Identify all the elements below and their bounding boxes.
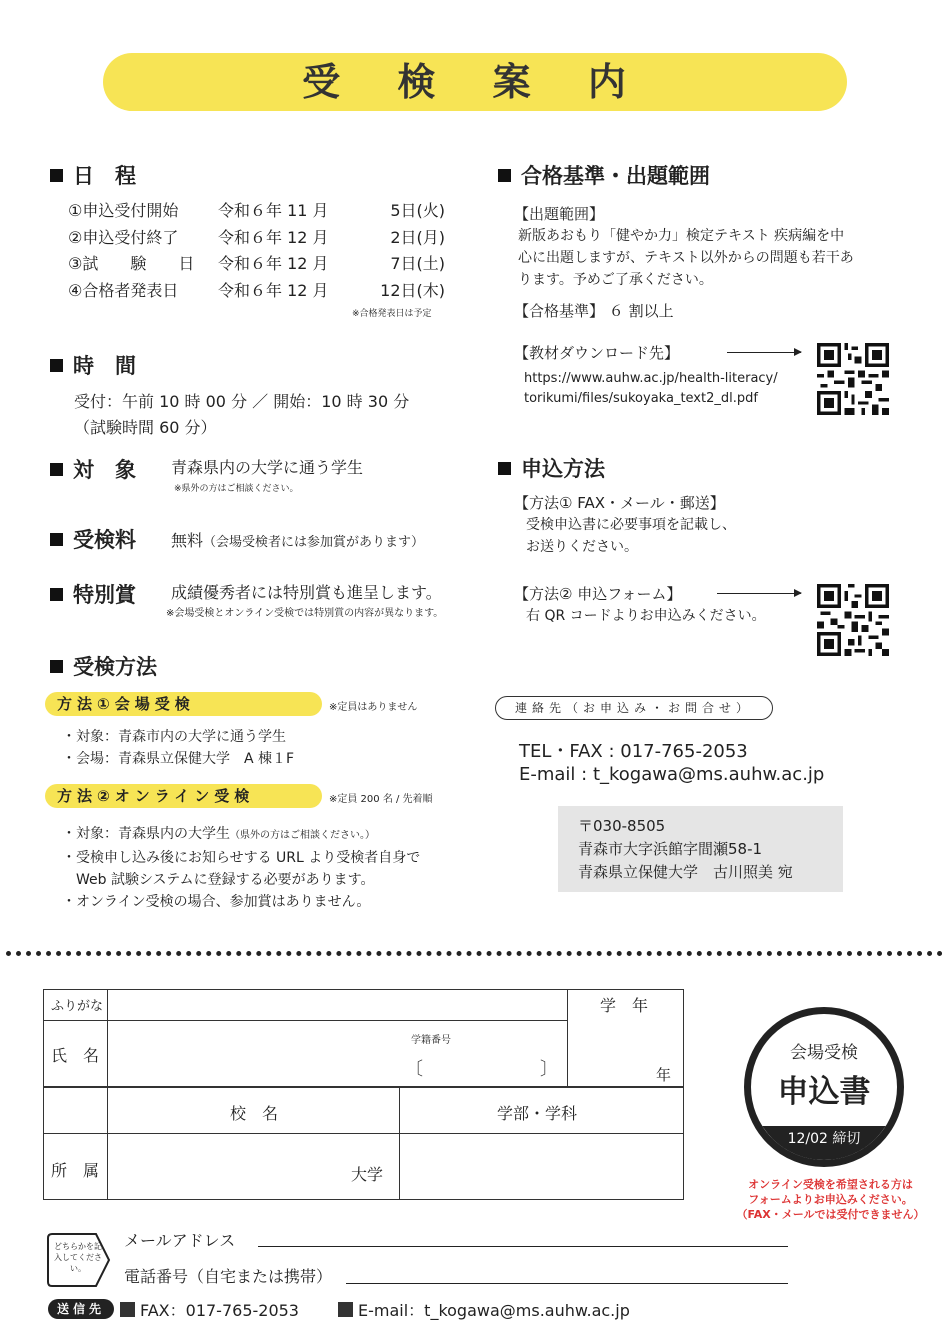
schedule-list (68, 198, 448, 304)
divider (567, 989, 568, 1086)
phone-field[interactable] (346, 1283, 788, 1284)
furigana-label: ふりがな (51, 999, 104, 1014)
square-bullet-icon (50, 359, 63, 372)
square-bullet-icon (50, 169, 63, 182)
divider (43, 1086, 683, 1088)
apply-method2-text: 右 QR コードよりお申込みください。 (526, 608, 766, 624)
divider (43, 1133, 683, 1134)
stamp-deadline: 12/02 締切 (751, 1126, 897, 1160)
divider (107, 989, 108, 1199)
square-bullet-icon (50, 463, 63, 476)
bracket-open: 〔 (405, 1059, 423, 1080)
faculty-field[interactable] (402, 1136, 680, 1196)
apply-method1-text: 受検申込書に必要事項を記載し、 お送りください。 (526, 517, 736, 555)
schedule-row: ③試 験 日 令和６年 12 月 7日(土) (68, 254, 445, 273)
name-label: 氏 名 (51, 1046, 100, 1065)
school-label: 校 名 (230, 1104, 279, 1123)
venue-note: ※定員はありません (329, 702, 418, 713)
online-items (62, 823, 492, 913)
apply-method2-label: 【方法② 申込フォーム】 (514, 585, 682, 603)
phone-label: 電話番号（自宅または携帯） (124, 1267, 333, 1286)
time-heading: 時 間 (50, 350, 136, 380)
page-title: 受 検 案 内 (103, 53, 847, 111)
schedule-heading: 日 程 (50, 160, 136, 190)
send-to-badge: 送信先 (48, 1299, 114, 1319)
online-note: ※定員 200 名 / 先着順 (329, 794, 433, 805)
square-bullet-icon (338, 1302, 353, 1317)
divider (399, 1086, 400, 1199)
faculty-label: 学部・学科 (497, 1104, 578, 1123)
download-url[interactable]: https://www.auhw.ac.jp/health-literacy/ torikumi/files/sukoyaka_text2_dl.pdf (524, 371, 778, 406)
arrow-right-icon (717, 593, 801, 594)
name-field[interactable] (110, 1022, 400, 1084)
award-text: 成績優秀者には特別賞も進呈します。 (171, 583, 442, 602)
contact-pill: 連絡先（お申込み・お問合せ） (495, 696, 773, 720)
square-bullet-icon (50, 588, 63, 601)
venue-items (62, 726, 294, 770)
email-field[interactable] (258, 1246, 788, 1247)
schedule-row: ②申込受付終了 令和６年 12 月 2日(月) (68, 227, 445, 247)
either-note-text: どちらかを記入してください。 (54, 1242, 102, 1273)
divider (43, 1020, 567, 1021)
scope-text: 新版あおもり「健やか力」検定テキスト 疾病編を中 心に出題しますが、テキスト以外からの問題も若干あ ります。予めご了承ください。 (518, 228, 854, 288)
list-item: ・会場：青森県立保健大学 A 棟１F (62, 751, 295, 767)
grade-label: 学 年 (600, 996, 649, 1015)
address-text: 〒030-8505 青森市大字浜館字間瀬58-1 青森県立保健大学 古川照美 宛 (578, 817, 793, 881)
square-bullet-icon (120, 1302, 135, 1317)
university-label: 大学 (351, 1165, 384, 1184)
square-bullet-icon (498, 169, 511, 182)
apply-method1-label: 【方法① FAX・メール・郵送】 (514, 494, 725, 512)
pass-criteria: 【合格基準】 ６ 割以上 (514, 302, 674, 320)
furigana-field[interactable] (110, 991, 565, 1019)
target-note: ※県外の方はご相談ください。 (174, 484, 299, 494)
qr-code-icon[interactable] (817, 343, 889, 415)
download-label: 【教材ダウンロード先】 (514, 344, 680, 362)
student-number-field[interactable] (425, 1052, 537, 1078)
contact-email[interactable]: E-mail : t_kogawa@ms.auhw.ac.jp (519, 764, 825, 785)
schedule-row: ①申込受付開始 令和６年 11 月 5日(火) (68, 201, 445, 220)
cut-line (6, 951, 943, 956)
stamp-line1: 会場受検 (790, 1043, 858, 1063)
list-item: ・対象：青森市内の大学に通う学生 (62, 729, 286, 745)
email-label: メールアドレス (124, 1231, 236, 1250)
award-heading: 特別賞 (50, 579, 136, 609)
time-line2: （試験時間 60 分） (74, 418, 217, 437)
apply-heading: 申込方法 (498, 453, 605, 483)
list-item: ・オンライン受検の場合、参加賞はありません。 (62, 894, 371, 910)
affiliation-label: 所 属 (51, 1161, 100, 1180)
list-item: Web 試験システムに登録する必要があります。 (76, 872, 375, 888)
arrow-right-icon (727, 352, 801, 353)
method-heading: 受検方法 (50, 651, 157, 681)
list-item: ・対象：青森県内の大学生（県外の方はご相談ください。） (62, 826, 375, 842)
target-text: 青森県内の大学に通う学生 (171, 458, 364, 477)
schedule-row: ④合格者発表日 令和６年 12 月 12日(木) (68, 280, 445, 300)
bracket-close: 〕 (540, 1059, 558, 1080)
send-email[interactable]: E-mail：t_kogawa@ms.auhw.ac.jp (338, 1298, 630, 1321)
square-bullet-icon (50, 533, 63, 546)
criteria-heading: 合格基準・出題範囲 (498, 160, 710, 190)
square-bullet-icon (50, 660, 63, 673)
scope-label: 【出題範囲】 (514, 205, 605, 223)
online-note: オンライン受検を希望される方は フォームよりお申込みください。 （FAX・メールでは受付できません） (736, 1178, 925, 1221)
send-fax: FAX：017-765-2053 (120, 1298, 299, 1321)
student-number-label: 学籍番号 (411, 1035, 451, 1046)
stamp-line2: 申込書 (777, 1074, 871, 1110)
qr-code-icon[interactable] (817, 584, 889, 656)
contact-tel: TEL・FAX : 017-765-2053 (519, 741, 748, 762)
fee-line: 無料（会場受検者には参加賞があります） (171, 531, 425, 550)
application-stamp (744, 1007, 904, 1167)
fee-heading: 受検料 (50, 524, 136, 554)
online-method-pill: 方法②オンライン受検 (45, 784, 322, 808)
year-label: 年 (656, 1066, 672, 1084)
list-item: ・受検申し込み後にお知らせする URL より受検者自身で (62, 850, 421, 866)
schedule-note: ※合格発表日は予定 (352, 309, 432, 319)
venue-method-pill: 方法①会場受検 (45, 692, 322, 716)
square-bullet-icon (498, 462, 511, 475)
time-line1: 受付：午前 10 時 00 分 ／ 開始：10 時 30 分 (74, 392, 410, 411)
target-heading: 対 象 (50, 454, 136, 484)
award-note: ※会場受検とオンライン受検では特別賞の内容が異なります。 (166, 608, 444, 619)
